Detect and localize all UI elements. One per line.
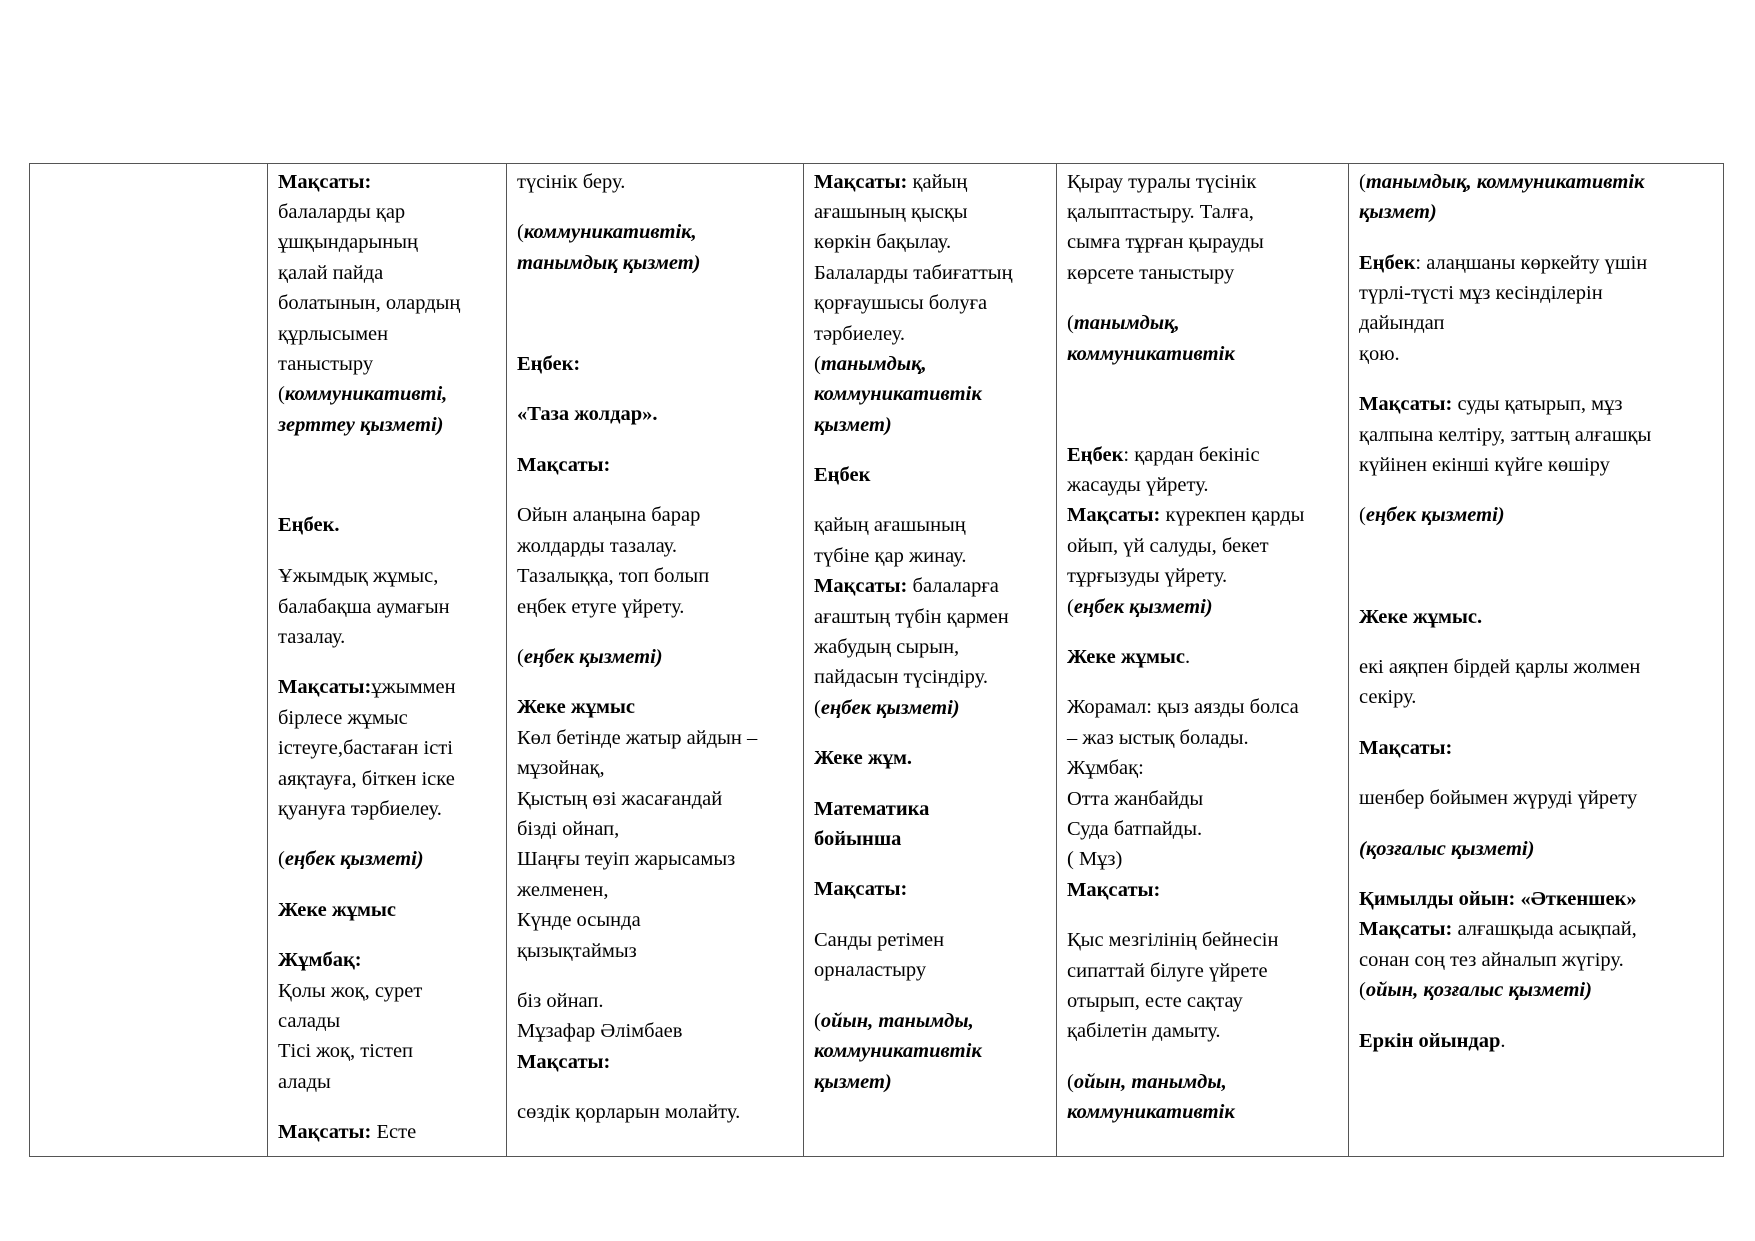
text-run: Еркін ойындар bbox=[1359, 1030, 1501, 1052]
text-run: сонан соң тез айналып жүгіру. bbox=[1359, 949, 1624, 971]
text-line bbox=[278, 844, 424, 875]
text-run: қалпына келтіру, заттың алғашқы bbox=[1359, 424, 1652, 446]
text-run: ( bbox=[1067, 596, 1074, 618]
text-run: Қырау туралы түсінік bbox=[1067, 171, 1257, 193]
text-line bbox=[1067, 844, 1122, 875]
text-run: ойын, танымды, bbox=[820, 1010, 974, 1032]
text-run: қорғаушысы болуға bbox=[814, 292, 988, 314]
text-run: Балаларды табиғаттың bbox=[814, 262, 1013, 284]
text-line bbox=[1067, 197, 1254, 228]
text-run: желменен, bbox=[517, 879, 609, 901]
text-line bbox=[1067, 642, 1190, 673]
text-run: Еңбек: bbox=[517, 353, 581, 375]
text-line bbox=[278, 349, 373, 380]
text-line bbox=[1067, 440, 1260, 471]
text-line bbox=[278, 895, 396, 926]
text-run: қою. bbox=[1359, 343, 1400, 365]
text-line bbox=[814, 743, 912, 774]
text-line bbox=[517, 450, 610, 481]
text-run: Мақсаты: bbox=[1359, 918, 1453, 940]
text-run: ( bbox=[814, 697, 821, 719]
text-line bbox=[517, 723, 757, 754]
text-run: Санды ретімен bbox=[814, 929, 945, 951]
text-run: Шаңғы теуіп жарысамыз bbox=[517, 848, 736, 870]
text-run: Қимылды ойын: «Әткеншек» bbox=[1359, 888, 1637, 910]
text-run: Көл бетінде жатыр айдын – bbox=[517, 727, 758, 749]
text-line bbox=[278, 288, 460, 319]
text-line bbox=[1359, 783, 1637, 814]
text-run: сипаттай білуге үйрете bbox=[1067, 960, 1268, 982]
text-run: отырып, есте сақтау bbox=[1067, 990, 1243, 1012]
text-line bbox=[814, 602, 1009, 633]
text-line bbox=[1359, 308, 1444, 339]
text-run: Қыстың өзі жасағандай bbox=[517, 788, 723, 810]
text-run: Тісі жоқ, тістеп bbox=[278, 1040, 414, 1062]
text-run: Еңбек bbox=[814, 464, 871, 486]
text-run: Суда батпайды. bbox=[1067, 818, 1203, 840]
text-line bbox=[278, 764, 455, 795]
text-run: еңбек етуге үйрету. bbox=[517, 596, 685, 618]
text-run: Күнде осында bbox=[517, 909, 641, 931]
text-run: ағашының қысқы bbox=[814, 201, 968, 223]
text-run: Жеке жұмыс bbox=[517, 696, 636, 718]
text-run: Жеке жұмыс bbox=[278, 899, 397, 921]
text-run: ұжыммен bbox=[371, 676, 456, 698]
text-run: ойын, қозғалыс қызметі) bbox=[1365, 979, 1592, 1001]
text-line bbox=[1359, 167, 1644, 198]
text-run: бірлесе жұмыс bbox=[278, 707, 408, 729]
text-line bbox=[278, 510, 340, 541]
text-line bbox=[1067, 875, 1160, 906]
plan-table bbox=[29, 163, 1724, 1157]
text-line bbox=[1359, 682, 1416, 713]
text-line bbox=[1067, 339, 1235, 370]
text-run: секіру. bbox=[1359, 686, 1417, 708]
text-line bbox=[1067, 1016, 1221, 1047]
text-line bbox=[278, 410, 443, 441]
text-line bbox=[1359, 652, 1640, 683]
text-line bbox=[517, 1016, 682, 1047]
text-line bbox=[278, 1006, 340, 1037]
text-line bbox=[1359, 248, 1647, 279]
text-line bbox=[278, 167, 371, 198]
text-line bbox=[1359, 975, 1592, 1006]
text-line bbox=[1067, 500, 1304, 531]
text-line bbox=[1067, 470, 1209, 501]
text-run: Тазалыққа, топ болып bbox=[517, 565, 710, 587]
text-line bbox=[1067, 1097, 1235, 1128]
text-run: Мақсаты: bbox=[1359, 393, 1453, 415]
text-line bbox=[814, 258, 1013, 289]
text-run: ( bbox=[814, 1010, 821, 1032]
text-run: ойын, танымды, bbox=[1073, 1071, 1227, 1093]
text-run: Мақсаты: bbox=[517, 1051, 611, 1073]
text-line bbox=[814, 955, 926, 986]
text-run: дайындап bbox=[1359, 312, 1445, 334]
text-line bbox=[517, 349, 580, 380]
text-run: күрекпен қарды bbox=[1160, 504, 1305, 526]
text-line bbox=[1359, 197, 1437, 228]
text-run: Еңбек bbox=[1067, 444, 1124, 466]
text-run: еңбек қызметі) bbox=[523, 646, 663, 668]
text-run: түсінік беру. bbox=[517, 171, 626, 193]
text-line bbox=[1359, 834, 1534, 865]
text-line bbox=[1067, 723, 1249, 754]
text-line bbox=[814, 541, 966, 572]
text-run: Еңбек bbox=[1359, 252, 1416, 274]
text-line bbox=[1359, 500, 1505, 531]
text-run: Жеке жұмыс bbox=[1067, 646, 1186, 668]
text-run: коммуникативтік bbox=[1067, 1101, 1235, 1123]
text-line bbox=[814, 410, 892, 441]
text-run: Жорамал: қыз аязды болса bbox=[1067, 696, 1299, 718]
text-run: Мақсаты: bbox=[814, 878, 908, 900]
text-line bbox=[814, 319, 905, 350]
text-line bbox=[814, 1036, 982, 1067]
text-run: Мұзафар Әлімбаев bbox=[517, 1020, 683, 1042]
text-line bbox=[814, 288, 987, 319]
text-run: қайың bbox=[907, 171, 968, 193]
text-line bbox=[814, 460, 870, 491]
text-line bbox=[517, 1047, 610, 1078]
text-run: еңбек қызметі) bbox=[1073, 596, 1213, 618]
text-line bbox=[1067, 814, 1202, 845]
text-line bbox=[814, 227, 951, 258]
text-line bbox=[517, 592, 684, 623]
text-run: Мақсаты: bbox=[278, 676, 372, 698]
text-run: қалай пайда bbox=[278, 262, 384, 284]
text-run: күйінен екінші күйге көшіру bbox=[1359, 454, 1610, 476]
text-run: Қолы жоқ, сурет bbox=[278, 980, 423, 1002]
text-run: түрлі-түсті мұз кесінділерін bbox=[1359, 282, 1603, 304]
text-run: екі аяқпен бірдей қарлы жолмен bbox=[1359, 656, 1641, 678]
text-run: балаларға bbox=[907, 575, 999, 597]
text-run: коммуникативтік bbox=[814, 383, 982, 405]
text-line bbox=[814, 167, 967, 198]
text-run: Ұжымдық жұмыс, bbox=[278, 565, 439, 587]
table-column-3 bbox=[804, 164, 1057, 1156]
text-line bbox=[517, 1097, 740, 1128]
text-line bbox=[814, 571, 999, 602]
text-line bbox=[814, 824, 901, 855]
text-line bbox=[1359, 420, 1651, 451]
text-run: Мақсаты: bbox=[1067, 879, 1161, 901]
text-line bbox=[278, 227, 418, 258]
text-run: сымға тұрған қырауды bbox=[1067, 231, 1264, 253]
text-line bbox=[517, 844, 735, 875]
text-run: танымдық, bbox=[1073, 312, 1180, 334]
text-run: еңбек қызметі) bbox=[1365, 504, 1505, 526]
text-line bbox=[814, 925, 944, 956]
text-line bbox=[278, 592, 450, 623]
text-line bbox=[814, 662, 988, 693]
text-line bbox=[814, 197, 968, 228]
text-run: ағаштың түбін қармен bbox=[814, 606, 1009, 628]
text-run: қабілетін дамыту. bbox=[1067, 1020, 1221, 1042]
text-run: қызықтаймыз bbox=[517, 940, 637, 962]
text-run: бойынша bbox=[814, 828, 902, 850]
text-run: Мақсаты: bbox=[1359, 737, 1453, 759]
text-line bbox=[814, 693, 960, 724]
text-line bbox=[814, 1067, 892, 1098]
text-line bbox=[517, 399, 658, 430]
table-column-5 bbox=[1349, 164, 1723, 1156]
text-run: танымдық, коммуникативтік bbox=[1365, 171, 1645, 193]
text-run: Жеке жұм. bbox=[814, 747, 913, 769]
text-line bbox=[1067, 592, 1213, 623]
text-run: . bbox=[1185, 646, 1191, 668]
text-run: . bbox=[1500, 1030, 1506, 1052]
text-run: танымдық, bbox=[820, 353, 927, 375]
text-line bbox=[517, 753, 605, 784]
text-run: ( bbox=[517, 646, 524, 668]
text-run: коммуникативті, bbox=[284, 383, 448, 405]
text-run: салады bbox=[278, 1010, 341, 1032]
text-run: еңбек қызметі) bbox=[820, 697, 960, 719]
text-line bbox=[1359, 339, 1400, 370]
text-line bbox=[517, 936, 637, 967]
text-line bbox=[1067, 258, 1234, 289]
text-line bbox=[1067, 531, 1269, 562]
text-line bbox=[1067, 956, 1268, 987]
text-line bbox=[517, 500, 700, 531]
text-run: (қозғалыс қызметі) bbox=[1359, 838, 1535, 860]
text-run: алғашқыда асықпай, bbox=[1452, 918, 1637, 940]
text-run: түбіне қар жинау. bbox=[814, 545, 967, 567]
text-run: ( bbox=[1359, 171, 1366, 193]
text-run: Жұмбақ: bbox=[278, 949, 362, 971]
text-run: – жаз ыстық болады. bbox=[1067, 727, 1249, 749]
text-run: қуануға тәрбиелеу. bbox=[278, 798, 442, 820]
text-line bbox=[517, 986, 603, 1017]
text-line bbox=[814, 794, 929, 825]
text-line bbox=[1359, 1026, 1506, 1057]
text-run: жолдарды тазалау. bbox=[517, 535, 677, 557]
text-run: балаларды қар bbox=[278, 201, 406, 223]
text-run: еңбек қызметі) bbox=[284, 848, 424, 870]
text-line bbox=[1359, 914, 1637, 945]
text-line bbox=[1359, 733, 1452, 764]
text-run: тазалау. bbox=[278, 626, 346, 648]
text-line bbox=[278, 379, 447, 410]
text-run: тәрбиелеу. bbox=[814, 323, 905, 345]
text-run: қызмет) bbox=[814, 414, 892, 436]
text-run: Есте bbox=[371, 1121, 417, 1143]
text-line bbox=[278, 1067, 331, 1098]
text-run: қалыптастыру. Талға, bbox=[1067, 201, 1254, 223]
text-line bbox=[1359, 945, 1624, 976]
text-line bbox=[814, 379, 982, 410]
text-line bbox=[814, 510, 966, 541]
text-run: зерттеу қызметі) bbox=[278, 414, 444, 436]
text-run: «Таза жолдар». bbox=[517, 403, 658, 425]
text-line bbox=[278, 703, 408, 734]
text-run: мұзойнақ, bbox=[517, 757, 605, 779]
text-line bbox=[278, 319, 388, 350]
text-line bbox=[1067, 561, 1227, 592]
text-line bbox=[1067, 692, 1299, 723]
text-run: Жұмбақ: bbox=[1067, 757, 1144, 779]
text-line bbox=[517, 692, 635, 723]
text-line bbox=[1067, 753, 1144, 784]
text-line bbox=[517, 875, 608, 906]
table-column-4 bbox=[1057, 164, 1349, 1156]
text-run: көркін бақылау. bbox=[814, 231, 952, 253]
text-line bbox=[278, 622, 345, 653]
text-line bbox=[278, 1036, 413, 1067]
text-run: таныстыру bbox=[278, 353, 374, 375]
text-line bbox=[517, 217, 697, 248]
text-line bbox=[1067, 925, 1278, 956]
text-run: қызмет) bbox=[1359, 201, 1437, 223]
text-line bbox=[517, 642, 663, 673]
text-line bbox=[1359, 450, 1610, 481]
text-line bbox=[1067, 784, 1203, 815]
text-run: шенбер бойымен жүруді үйрету bbox=[1359, 787, 1638, 809]
text-run: балабақша аумағын bbox=[278, 596, 450, 618]
text-run: : қардан бекініс bbox=[1123, 444, 1260, 466]
text-run: Мақсаты: bbox=[278, 171, 372, 193]
text-run: ( Мұз) bbox=[1067, 848, 1123, 870]
text-line bbox=[278, 561, 438, 592]
text-line bbox=[278, 794, 442, 825]
text-run: Математика bbox=[814, 798, 930, 820]
text-run: жасауды үйрету. bbox=[1067, 474, 1209, 496]
text-run: жабудың сырын, bbox=[814, 636, 960, 658]
text-run: тұрғызуды үйрету. bbox=[1067, 565, 1228, 587]
text-run: болатынын, олардың bbox=[278, 292, 461, 314]
text-run: Мақсаты: bbox=[517, 454, 611, 476]
text-line bbox=[814, 632, 959, 663]
text-run: ( bbox=[1359, 979, 1366, 1001]
text-line bbox=[814, 874, 907, 905]
text-line bbox=[517, 167, 625, 198]
text-run: Отта жанбайды bbox=[1067, 788, 1204, 810]
text-run: Қыс мезгілінің бейнесін bbox=[1067, 929, 1279, 951]
text-line bbox=[1067, 308, 1180, 339]
text-line bbox=[814, 349, 927, 380]
text-run: ойып, үй салуды, бекет bbox=[1067, 535, 1269, 557]
text-line bbox=[517, 248, 701, 279]
text-run: ( bbox=[278, 848, 285, 870]
text-line bbox=[1067, 227, 1264, 258]
text-run: орналастыру bbox=[814, 959, 927, 981]
text-line bbox=[278, 672, 456, 703]
text-line bbox=[517, 531, 677, 562]
text-line bbox=[814, 1006, 974, 1037]
text-run: қайың ағашының bbox=[814, 514, 966, 536]
text-run: құрлысымен bbox=[278, 323, 389, 345]
text-line bbox=[278, 1117, 416, 1148]
text-run: Мақсаты: bbox=[1067, 504, 1161, 526]
text-run: ( bbox=[814, 353, 821, 375]
text-run: біз ойнап. bbox=[517, 990, 604, 1012]
text-run: көрсете таныстыру bbox=[1067, 262, 1235, 284]
text-line bbox=[1067, 167, 1256, 198]
text-line bbox=[1067, 986, 1243, 1017]
table-column-0 bbox=[30, 164, 268, 1156]
text-run: ( bbox=[1359, 504, 1366, 526]
text-run: пайдасын түсіндіру. bbox=[814, 666, 988, 688]
text-line bbox=[517, 784, 722, 815]
text-line bbox=[517, 814, 619, 845]
text-line bbox=[1067, 1067, 1227, 1098]
text-run: аяқтауға, біткен іске bbox=[278, 768, 455, 790]
text-run: істеуге,бастаған істі bbox=[278, 737, 453, 759]
text-run: ( bbox=[278, 383, 285, 405]
text-line bbox=[517, 905, 641, 936]
text-run: ( bbox=[1067, 1071, 1074, 1093]
text-line bbox=[278, 733, 453, 764]
text-run: бізді ойнап, bbox=[517, 818, 620, 840]
text-run: Мақсаты: bbox=[814, 171, 908, 193]
text-line bbox=[1359, 884, 1637, 915]
text-line bbox=[517, 561, 709, 592]
text-run: танымдық қызмет) bbox=[517, 252, 701, 274]
text-line bbox=[1359, 389, 1622, 420]
text-line bbox=[278, 258, 383, 289]
text-run: : алаңшаны көркейту үшін bbox=[1415, 252, 1648, 274]
text-run: коммуникативтік bbox=[1067, 343, 1235, 365]
text-run: Жеке жұмыс. bbox=[1359, 606, 1483, 628]
text-line bbox=[278, 976, 422, 1007]
text-line bbox=[278, 197, 405, 228]
text-run: Мақсаты: bbox=[278, 1121, 372, 1143]
text-run: сөздік қорларын молайту. bbox=[517, 1101, 741, 1123]
text-line bbox=[278, 945, 362, 976]
text-run: коммуникативтік bbox=[814, 1040, 982, 1062]
text-run: Мақсаты: bbox=[814, 575, 908, 597]
text-run: алады bbox=[278, 1071, 331, 1093]
text-run: ұшқындарының bbox=[278, 231, 419, 253]
text-run: ( bbox=[1067, 312, 1074, 334]
text-run: қызмет) bbox=[814, 1071, 892, 1093]
text-line bbox=[1359, 602, 1482, 633]
table-column-2 bbox=[507, 164, 804, 1156]
text-line bbox=[1359, 278, 1603, 309]
text-run: Еңбек. bbox=[278, 514, 340, 536]
table-column-1 bbox=[268, 164, 507, 1156]
text-run: коммуникативтік, bbox=[523, 221, 697, 243]
text-run: ( bbox=[517, 221, 524, 243]
text-run: Ойын алаңына барар bbox=[517, 504, 701, 526]
text-run: суды қатырып, мұз bbox=[1452, 393, 1623, 415]
